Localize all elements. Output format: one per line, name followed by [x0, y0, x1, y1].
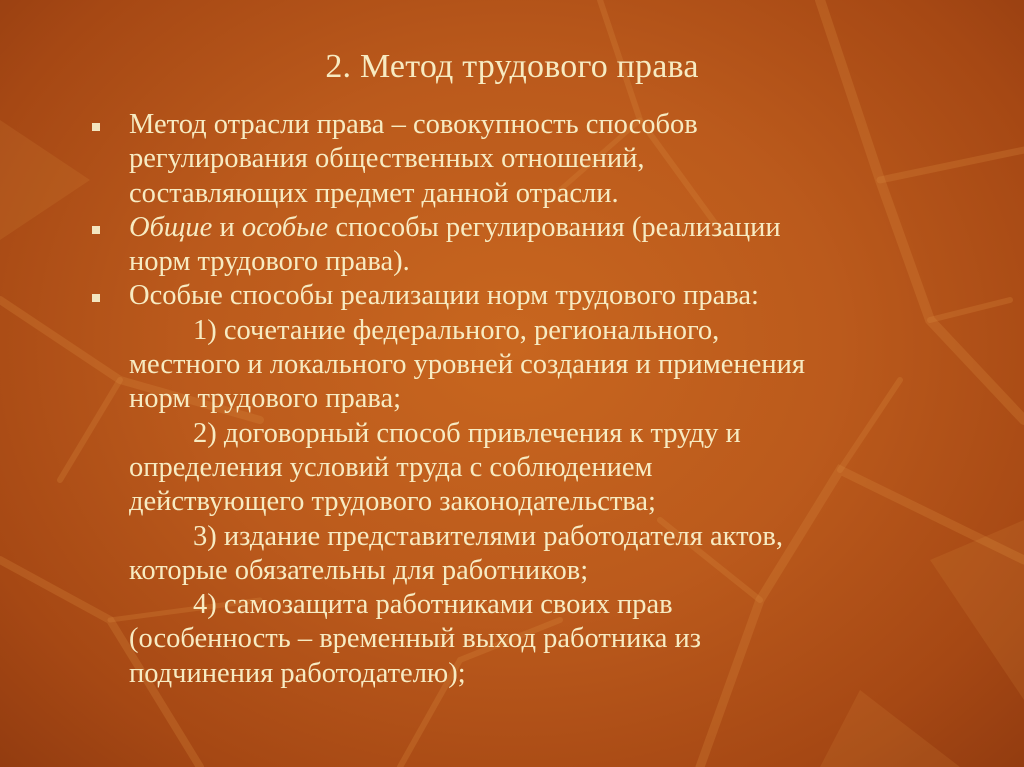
- text-fragment: способы регулирования (реализации: [328, 211, 781, 243]
- text-line: Метод отрасли права – совокупность способов: [129, 109, 698, 140]
- text-line: норм трудового права).: [129, 246, 410, 278]
- text-line: подчинения работодателю);: [129, 657, 466, 689]
- bullet-item-special-methods-list: [89, 279, 989, 691]
- square-bullet-icon: [92, 123, 100, 131]
- bullet-item-general-special-methods: [89, 211, 989, 280]
- slide-content: [89, 108, 989, 691]
- text-line: составляющих предмет данной отрасли.: [129, 177, 619, 209]
- text-line: Особые способы реализации норм трудового права:: [129, 280, 759, 312]
- text-line: норм трудового права;: [129, 383, 402, 415]
- slide-title: 2. Метод трудового права: [325, 48, 699, 85]
- emphasis-general: Общие: [129, 211, 213, 243]
- text-line: местного и локального уровней создания и применения: [129, 349, 805, 381]
- text-line: которые обязательны для работников;: [129, 554, 589, 586]
- square-bullet-icon: [92, 294, 100, 302]
- text-line: регулирования общественных отношений,: [129, 143, 645, 175]
- numbered-item-2-line: 2) договорный способ привлечения к труду и: [193, 417, 741, 449]
- text-fragment: и: [212, 211, 242, 243]
- text-line: (особенность – временный выход работника из: [129, 623, 702, 655]
- numbered-item-4-line: 4) самозащита работниками своих прав: [193, 589, 673, 621]
- bullet-item-method-definition: [89, 108, 989, 211]
- text-line: определения условий труда с соблюдением: [129, 451, 653, 483]
- numbered-item-3-line: 3) издание представителями работодателя актов,: [193, 520, 784, 552]
- text-line: [129, 211, 989, 245]
- emphasis-special: особые: [241, 211, 329, 243]
- numbered-item-1-line: 1) сочетание федерального, регионального,: [193, 314, 720, 346]
- square-bullet-icon: [92, 226, 100, 234]
- text-line: действующего трудового законодательства;: [129, 486, 656, 518]
